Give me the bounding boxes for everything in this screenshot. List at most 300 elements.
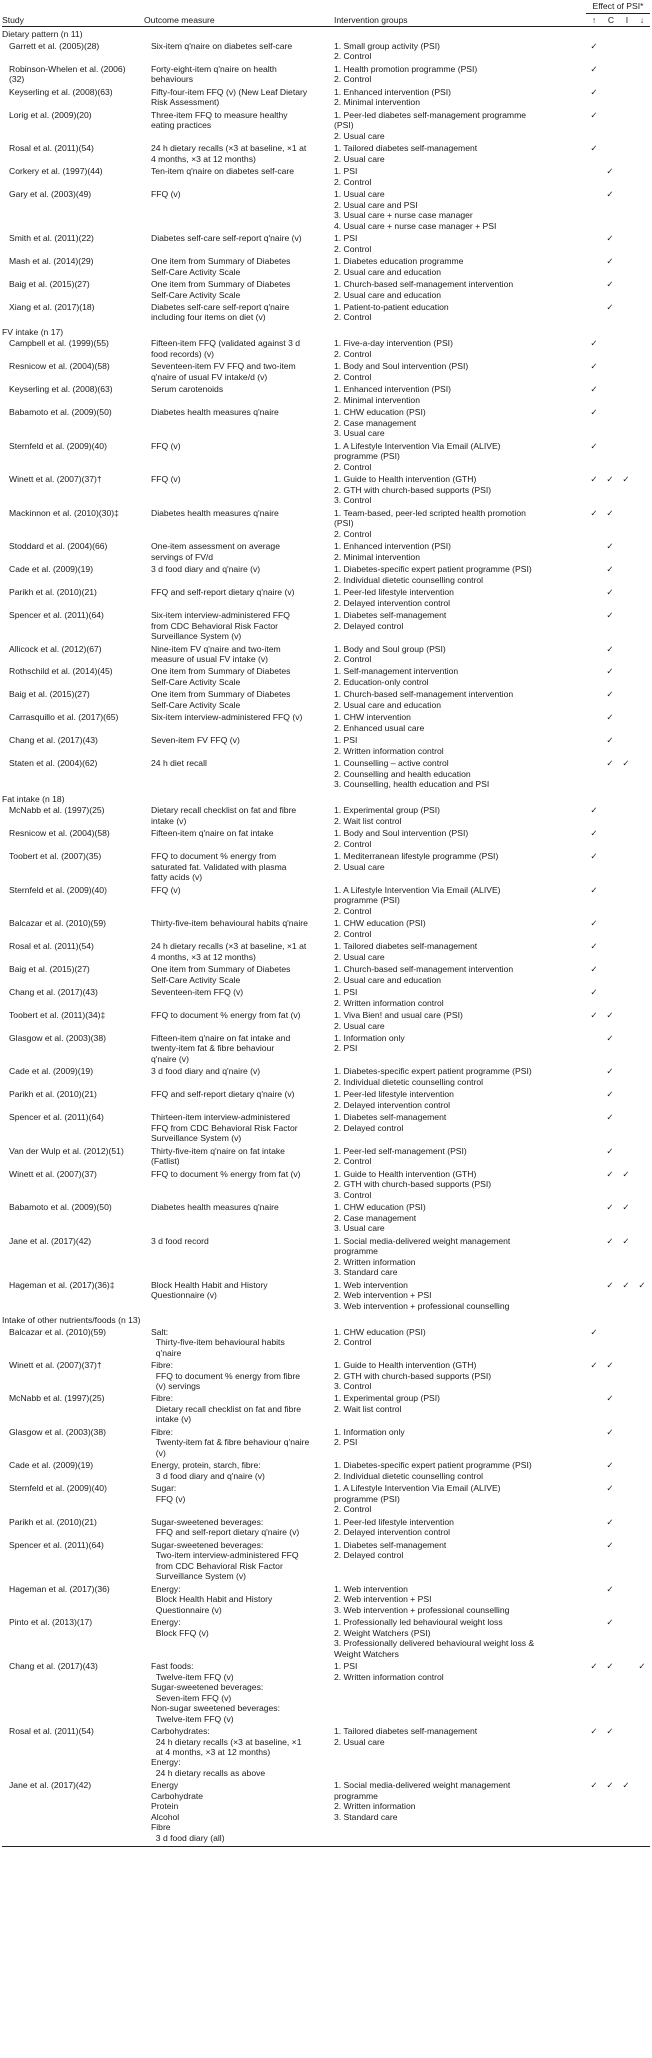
group-line: programme — [334, 1790, 378, 1801]
effect-mark — [602, 851, 618, 861]
outcome-line: Nine-item FV q'naire and two-item — [151, 643, 281, 654]
effect-mark — [586, 441, 602, 451]
header-study: Study — [2, 14, 24, 25]
effect-cell — [586, 1280, 650, 1311]
effect-mark — [618, 1089, 634, 1099]
group-line: 3. Usual care + nurse case manager — [334, 210, 473, 221]
groups-cell — [334, 302, 586, 323]
outcome-line: Twenty-item fat & fibre behaviour q'naire — [151, 1437, 310, 1448]
group-line: 2. Minimal intervention — [334, 97, 420, 108]
outcome-cell — [144, 1483, 334, 1514]
group-line: 2. Delayed control — [334, 620, 404, 631]
effect-mark — [618, 964, 634, 974]
effect-mark — [618, 918, 634, 928]
effect-mark — [602, 1146, 618, 1156]
effect-mark — [586, 1033, 602, 1043]
check-icon: ✓ — [622, 1235, 630, 1246]
table-row — [2, 564, 650, 587]
effect-mark — [586, 666, 602, 676]
group-line: 2. Counselling and health education — [334, 768, 471, 779]
check-icon: ✓ — [606, 256, 614, 267]
groups-cell — [334, 87, 586, 108]
group-line: 2. Control — [334, 348, 372, 359]
effect-cell — [586, 1327, 650, 1358]
effect-mark — [634, 828, 650, 838]
outcome-line: behaviours — [151, 74, 194, 85]
groups-cell — [334, 1089, 586, 1110]
effect-mark — [602, 1617, 618, 1627]
table-row — [2, 1584, 650, 1617]
outcome-line: measure of usual FV intake (v) — [151, 654, 269, 664]
check-icon: ✓ — [622, 1202, 630, 1213]
effect-mark — [634, 1427, 650, 1437]
effect-mark — [618, 644, 634, 654]
outcome-line: including four items on diet (v) — [151, 312, 266, 323]
effect-mark — [618, 189, 634, 199]
outcome-line: intake (v) — [151, 815, 187, 826]
table-row — [2, 1112, 650, 1145]
study-cell: Resnicow et al. (2004)(58) — [9, 361, 110, 372]
effect-cell — [586, 735, 650, 756]
group-line: 1. CHW education (PSI) — [334, 918, 426, 929]
effect-mark — [634, 735, 650, 745]
group-line: 1. Tailored diabetes self-management — [334, 1726, 478, 1737]
outcome-cell — [144, 384, 334, 405]
effect-mark — [634, 143, 650, 153]
effect-mark — [602, 1169, 618, 1179]
check-icon: ✓ — [606, 507, 614, 518]
effect-mark — [602, 1661, 618, 1671]
effect-mark — [586, 1393, 602, 1403]
effect-cell — [586, 941, 650, 962]
group-line: 2. Usual care — [334, 130, 385, 141]
outcome-line: Diabetes health measures q'naire — [151, 407, 279, 418]
study-cell: Gary et al. (2003)(49) — [9, 189, 92, 200]
outcome-line: Thirty-five-item q'naire on fat intake — [151, 1145, 285, 1156]
table-row — [2, 87, 650, 110]
groups-cell — [334, 964, 586, 985]
study-cell: Balcazar et al. (2010)(59) — [9, 1326, 106, 1337]
effect-mark — [634, 474, 650, 484]
study-cell: Lorig et al. (2009)(20) — [9, 109, 92, 120]
group-line: 3. Web intervention + professional counselling — [334, 1300, 510, 1311]
effect-cell — [586, 279, 650, 300]
effect-mark — [602, 610, 618, 620]
study-cell: Baig et al. (2015)(27) — [9, 689, 90, 700]
effect-mark — [586, 1617, 602, 1627]
group-line: 2. PSI — [334, 1437, 358, 1448]
outcome-line: Fifteen-item q'naire on fat intake and — [151, 1032, 291, 1043]
effect-mark — [602, 361, 618, 371]
check-icon: ✓ — [590, 851, 598, 862]
group-line: 1. Usual care — [334, 189, 385, 200]
study-cell: Glasgow et al. (2003)(38) — [9, 1032, 106, 1043]
outcome-line: Surveillance System (v) — [151, 1571, 247, 1582]
effect-cell — [586, 885, 650, 916]
outcome-line: Sugar-sweetened beverages: — [151, 1682, 264, 1693]
effect-mark — [586, 1169, 602, 1179]
group-line: 2. Case management — [334, 1212, 417, 1223]
groups-cell — [334, 508, 586, 539]
group-line: 1. Information only — [334, 1032, 405, 1043]
outcome-line: twenty-item fat & fibre behaviour — [151, 1043, 275, 1054]
effect-mark — [634, 1617, 650, 1627]
effect-mark — [618, 666, 634, 676]
groups-cell — [334, 1584, 586, 1615]
effect-mark — [618, 1033, 634, 1043]
group-line: 1. A Lifestyle Intervention Via Email (ALIVE) — [334, 884, 501, 895]
group-line: 2. Delayed intervention control — [334, 1099, 451, 1110]
outcome-line: Carbohydrate — [151, 1790, 204, 1801]
effect-mark — [634, 666, 650, 676]
effect-mark — [618, 1517, 634, 1527]
outcome-cell — [144, 1089, 334, 1110]
outcome-line: FFQ (v) — [151, 474, 181, 485]
outcome-line: 24 h dietary recalls (×3 at baseline, ×1 — [151, 1736, 302, 1747]
effect-mark — [586, 1460, 602, 1470]
effect-mark — [634, 1146, 650, 1156]
effect-mark — [634, 587, 650, 597]
outcome-line: FFQ (v) — [151, 884, 181, 895]
outcome-cell — [144, 851, 334, 882]
outcome-line: Sugar-sweetened beverages: — [151, 1539, 264, 1550]
study-cell: Rosal et al. (2011)(54) — [9, 143, 94, 154]
effect-mark — [586, 1202, 602, 1212]
check-icon: ✓ — [606, 643, 614, 654]
effect-mark — [602, 508, 618, 518]
group-line: 1. Church-based self-management intervention — [334, 279, 514, 290]
check-icon: ✓ — [606, 1032, 614, 1043]
outcome-line: Forty-eight-item q'naire on health — [151, 63, 277, 74]
study-cell: Balcazar et al. (2010)(59) — [9, 918, 106, 929]
study-table — [2, 2, 650, 1847]
groups-cell — [334, 828, 586, 849]
group-line: 1. Experimental group (PSI) — [334, 1393, 441, 1404]
effect-cell — [586, 64, 650, 85]
group-line: 2. Control — [334, 74, 372, 85]
effect-mark — [618, 689, 634, 699]
study-cell: Parikh et al. (2010)(21) — [9, 1516, 97, 1527]
effect-cell — [586, 1617, 650, 1659]
check-icon: ✓ — [606, 1145, 614, 1156]
outcome-line: Seven-item FV FFQ (v) — [151, 735, 240, 746]
groups-cell — [334, 256, 586, 277]
groups-cell — [334, 110, 586, 141]
study-cell: Xiang et al. (2017)(18) — [9, 301, 95, 312]
effect-mark — [634, 1033, 650, 1043]
effect-mark — [586, 41, 602, 51]
group-line: 1. PSI — [334, 233, 358, 244]
check-icon: ✓ — [590, 338, 598, 349]
study-cell: Cade et al. (2009)(19) — [9, 564, 94, 575]
outcome-cell — [144, 1393, 334, 1424]
effect-symbols — [586, 15, 650, 25]
effect-mark — [634, 964, 650, 974]
group-line: 2. Usual care — [334, 1736, 385, 1747]
effect-cell — [586, 666, 650, 687]
groups-cell — [334, 1010, 586, 1031]
effect-mark — [602, 666, 618, 676]
header-outcome: Outcome measure — [144, 14, 215, 25]
outcome-line: q'naire (v) — [151, 1053, 189, 1064]
effect-mark — [602, 110, 618, 120]
outcome-line: Fibre: — [151, 1360, 173, 1371]
group-line: 1. Diabetes-specific expert patient programme (PSI) — [334, 1066, 532, 1077]
outcome-cell — [144, 805, 334, 826]
effect-mark — [634, 64, 650, 74]
outcome-line: One item from Summary of Diabetes — [151, 689, 291, 700]
study-cell: Van der Wulp et al. (2012)(51) — [9, 1145, 124, 1156]
effect-cell — [586, 384, 650, 405]
group-line: 1. Body and Soul intervention (PSI) — [334, 828, 469, 839]
effect-mark — [618, 1584, 634, 1594]
outcome-line: Seventeen-item FV FFQ and two-item — [151, 361, 296, 372]
effect-mark — [602, 166, 618, 176]
effect-mark — [634, 110, 650, 120]
header-effect — [586, 2, 650, 25]
outcome-line: Fifty-four-item FFQ (v) (New Leaf Dietary — [151, 86, 308, 97]
effect-mark — [634, 384, 650, 394]
effect-mark — [602, 918, 618, 928]
group-line: 2. Control — [334, 905, 372, 916]
effect-cell — [586, 1010, 650, 1031]
effect-mark — [602, 1780, 618, 1790]
study-cell: McNabb et al. (1997)(25) — [9, 1393, 105, 1404]
outcome-line: FFQ to document % energy from fibre — [151, 1370, 301, 1381]
effect-mark — [618, 41, 634, 51]
effect-mark — [586, 885, 602, 895]
group-line: 1. Five-a-day intervention (PSI) — [334, 338, 453, 349]
effect-mark — [602, 1540, 618, 1550]
outcome-line: Diabetes self-care self-report q'naire — [151, 301, 290, 312]
outcome-line: 3 d food diary and q'naire (v) — [151, 564, 261, 575]
table-row — [2, 143, 650, 166]
study-cell: Garrett et al. (2005)(28) — [9, 40, 100, 51]
effect-mark — [618, 1780, 634, 1790]
effect-mark — [618, 1726, 634, 1736]
effect-mark — [634, 1066, 650, 1076]
effect-cell — [586, 1427, 650, 1458]
outcome-line: Salt: — [151, 1326, 169, 1337]
effect-mark — [586, 758, 602, 768]
check-icon: ✓ — [590, 361, 598, 372]
group-line: 1. Guide to Health intervention (GTH) — [334, 1168, 477, 1179]
outcome-line: Six-item interview-administered FFQ (v) — [151, 712, 303, 723]
group-line: 2. PSI — [334, 1043, 358, 1054]
groups-cell — [334, 189, 586, 231]
outcome-cell — [144, 166, 334, 187]
group-line: 1. Guide to Health intervention (GTH) — [334, 474, 477, 485]
outcome-cell — [144, 541, 334, 562]
effect-mark — [586, 64, 602, 74]
table-row — [2, 1393, 650, 1426]
study-cell: Winett et al. (2007)(37) — [9, 1168, 97, 1179]
outcome-cell — [144, 302, 334, 323]
outcome-cell — [144, 1066, 334, 1087]
outcome-line: Surveillance System (v) — [151, 631, 242, 642]
groups-cell — [334, 143, 586, 164]
check-icon: ✓ — [606, 1483, 614, 1494]
effect-mark — [586, 712, 602, 722]
effect-mark — [618, 941, 634, 951]
outcome-line: FFQ to document % energy from — [151, 851, 277, 862]
effect-mark — [602, 338, 618, 348]
groups-cell — [334, 1393, 586, 1424]
effect-cell — [586, 1780, 650, 1843]
group-line: 2. Delayed intervention control — [334, 1527, 451, 1538]
table-row — [2, 1517, 650, 1540]
effect-mark — [634, 564, 650, 574]
outcome-cell — [144, 712, 334, 733]
outcome-line: eating practices — [151, 120, 212, 131]
effect-mark — [602, 964, 618, 974]
effect-mark — [586, 279, 602, 289]
outcome-cell — [144, 610, 334, 641]
effect-mark — [618, 384, 634, 394]
outcome-cell — [144, 407, 334, 438]
effect-mark — [634, 1661, 650, 1671]
check-icon: ✓ — [606, 541, 614, 552]
table-row — [2, 964, 650, 987]
group-line: 2. Written information control — [334, 745, 444, 756]
outcome-line: FFQ to document % energy from fat (v) — [151, 1010, 301, 1021]
outcome-line: 24 h dietary recalls (×3 at baseline, ×1 at — [151, 941, 307, 952]
outcome-line: Thirty-five-item behavioural habits — [151, 1337, 285, 1348]
section-title: Intake of other nutrients/foods (n 13) — [2, 1315, 141, 1326]
effect-mark — [586, 189, 602, 199]
outcome-cell — [144, 256, 334, 277]
effect-mark — [586, 1010, 602, 1020]
symbol-c: C — [607, 14, 615, 25]
study-cell: Staten et al. (2004)(62) — [9, 758, 98, 769]
effect-mark — [618, 587, 634, 597]
group-line: 2. Delayed control — [334, 1550, 404, 1561]
outcome-line: (Fatlist) — [151, 1156, 180, 1167]
outcome-line: Sugar-sweetened beverages: — [151, 1516, 264, 1527]
effect-mark — [634, 1327, 650, 1337]
outcome-line: 4 months, ×3 at 12 months) — [151, 951, 256, 962]
groups-cell — [334, 941, 586, 962]
table-row — [2, 828, 650, 851]
effect-mark — [634, 41, 650, 51]
group-line: 1. Enhanced intervention (PSI) — [334, 384, 452, 395]
groups-cell — [334, 1780, 586, 1843]
group-line: 2. Individual dietetic counselling control — [334, 574, 484, 585]
effect-mark — [618, 407, 634, 417]
study-cell: Jane et al. (2017)(42) — [9, 1780, 92, 1791]
group-line: 2. GTH with church-based supports (PSI) — [334, 1370, 492, 1381]
effect-mark — [586, 1236, 602, 1246]
check-icon: ✓ — [606, 758, 614, 769]
check-icon: ✓ — [590, 109, 598, 120]
study-cell: Allicock et al. (2012)(67) — [9, 643, 102, 654]
groups-cell — [334, 338, 586, 359]
table-row — [2, 1169, 650, 1202]
group-line: 2. GTH with church-based supports (PSI) — [334, 484, 492, 495]
effect-mark — [618, 1146, 634, 1156]
groups-cell — [334, 1112, 586, 1143]
effect-cell — [586, 1661, 650, 1724]
group-line: 2. Usual care — [334, 153, 385, 164]
group-line: 1. Diabetes self-management — [334, 610, 447, 621]
check-icon: ✓ — [606, 689, 614, 700]
effect-mark — [602, 143, 618, 153]
effect-mark — [586, 1327, 602, 1337]
outcome-cell — [144, 1427, 334, 1458]
effect-mark — [618, 735, 634, 745]
effect-mark — [602, 735, 618, 745]
effect-cell — [586, 189, 650, 231]
effect-mark — [634, 256, 650, 266]
outcome-cell — [144, 441, 334, 472]
group-line: 1. Tailored diabetes self-management — [334, 143, 478, 154]
check-icon: ✓ — [606, 735, 614, 746]
effect-mark — [634, 918, 650, 928]
study-cell: Corkery et al. (1997)(44) — [9, 166, 103, 177]
effect-mark — [634, 302, 650, 312]
effect-mark — [634, 361, 650, 371]
effect-mark — [618, 1661, 634, 1671]
group-line: (PSI) — [334, 518, 354, 529]
group-line: 2. Delayed control — [334, 1122, 404, 1133]
effect-mark — [618, 1112, 634, 1122]
effect-mark — [586, 689, 602, 699]
check-icon: ✓ — [606, 1617, 614, 1628]
effect-mark — [618, 1427, 634, 1437]
effect-mark — [618, 302, 634, 312]
effect-mark — [586, 110, 602, 120]
table-row — [2, 233, 650, 256]
outcome-line: from CDC Behavioral Risk Factor — [151, 1560, 283, 1571]
outcome-line: Fifteen-item FFQ (validated against 3 d — [151, 338, 301, 349]
outcome-line: Dietary recall checklist on fat and fibre — [151, 805, 297, 816]
effect-mark — [602, 384, 618, 394]
check-icon: ✓ — [622, 474, 630, 485]
effect-cell — [586, 564, 650, 585]
effect-mark — [634, 758, 650, 768]
group-line: 1. PSI — [334, 987, 358, 998]
group-line: 1. Information only — [334, 1426, 405, 1437]
outcome-cell — [144, 1460, 334, 1481]
effect-mark — [602, 1033, 618, 1043]
effect-mark — [618, 441, 634, 451]
study-cell: Rosal et al. (2011)(54) — [9, 941, 94, 952]
outcome-line: FFQ to document % energy from fat (v) — [151, 1168, 301, 1179]
group-line: programme (PSI) — [334, 451, 400, 462]
effect-mark — [586, 1146, 602, 1156]
effect-mark — [618, 828, 634, 838]
outcome-cell — [144, 1360, 334, 1391]
outcome-line: Block FFQ (v) — [151, 1627, 209, 1638]
effect-mark — [586, 143, 602, 153]
effect-mark — [618, 1393, 634, 1403]
check-icon: ✓ — [606, 1112, 614, 1123]
outcome-line: One item from Summary of Diabetes — [151, 666, 291, 677]
check-icon: ✓ — [590, 941, 598, 952]
check-icon: ✓ — [638, 1661, 646, 1672]
outcome-cell — [144, 1540, 334, 1582]
outcome-cell — [144, 233, 334, 254]
study-cell: Carrasquillo et al. (2017)(65) — [9, 712, 119, 723]
table-row — [2, 1010, 650, 1033]
outcome-line: q'naire of usual FV intake/d (v) — [151, 371, 268, 382]
effect-mark — [618, 758, 634, 768]
table-row — [2, 541, 650, 564]
effect-mark — [634, 1112, 650, 1122]
group-line: 2. Usual care — [334, 861, 385, 872]
outcome-line: Twelve-item FFQ (v) — [151, 1713, 234, 1724]
check-icon: ✓ — [590, 143, 598, 154]
